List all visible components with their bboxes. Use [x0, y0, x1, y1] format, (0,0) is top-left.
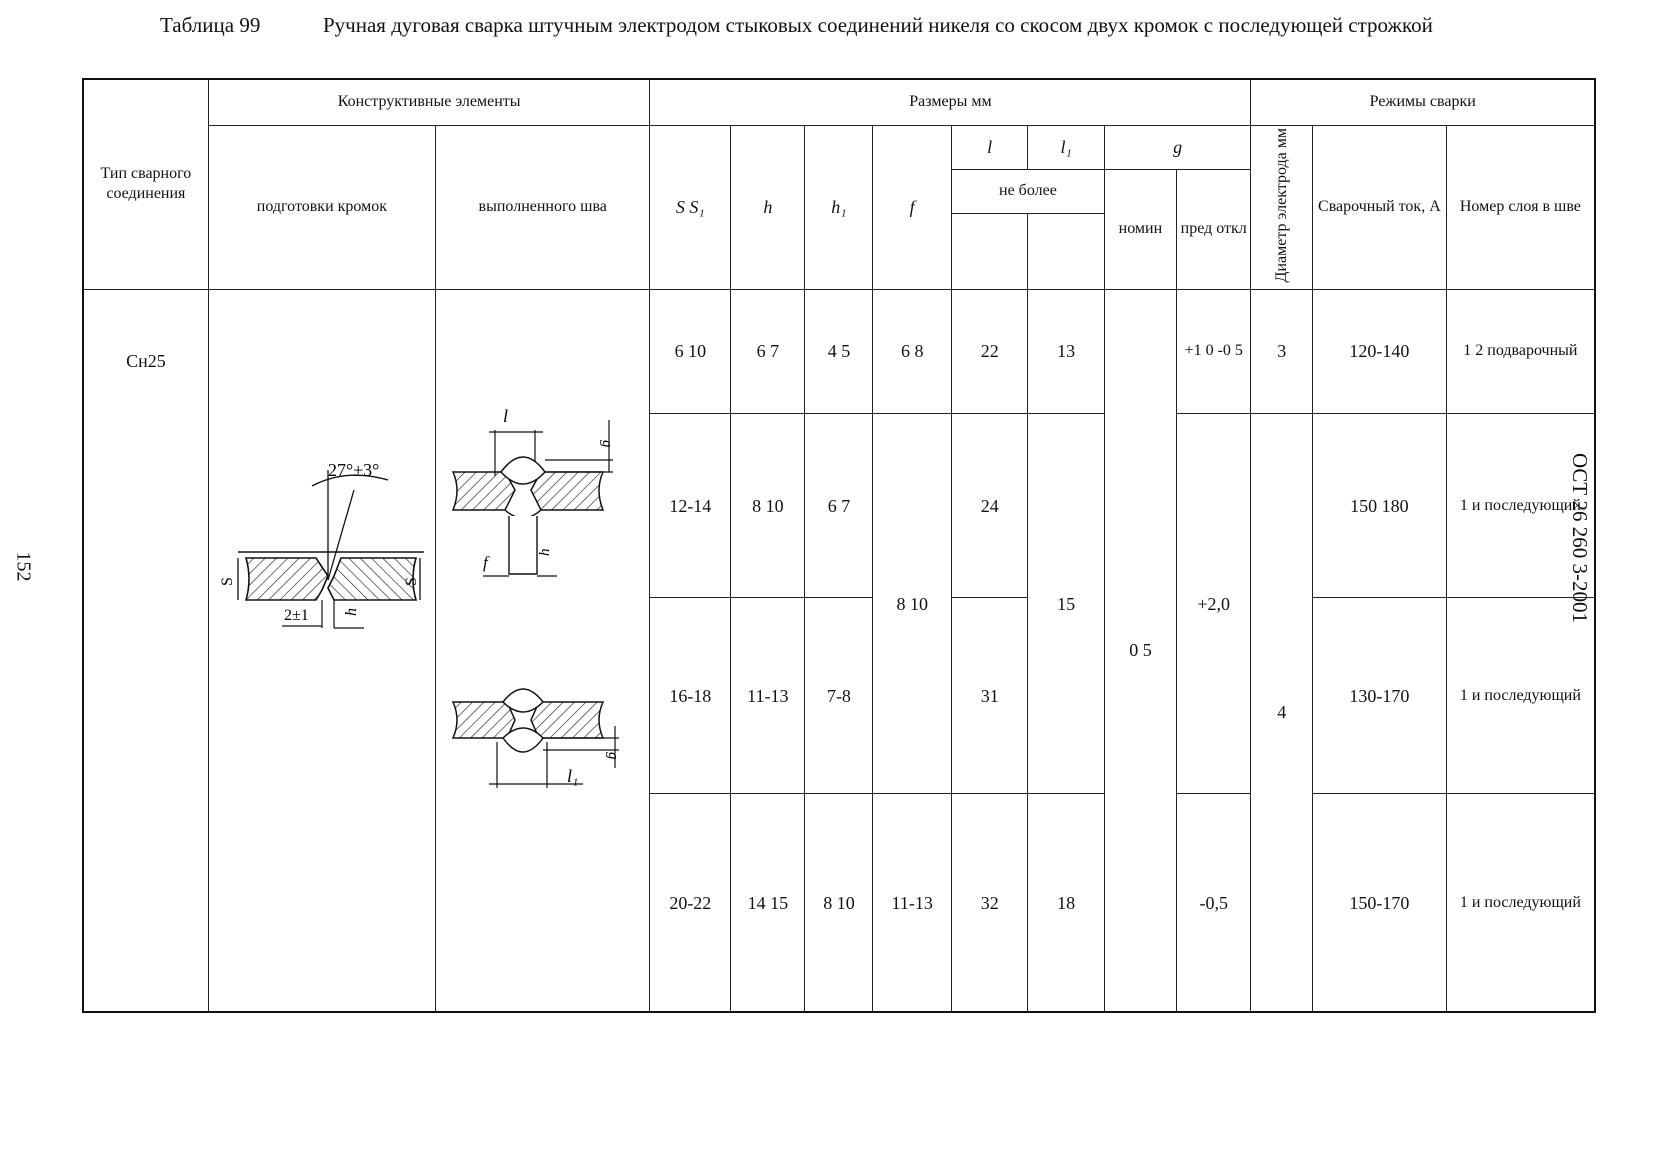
edge-prep-drawing [216, 290, 428, 1006]
header-l: l [951, 125, 1027, 169]
header-l1: l₁ [1028, 125, 1104, 169]
row4-h: 14 15 [731, 794, 805, 1012]
f-merged: 8 10 [873, 413, 952, 794]
g-nom: 0 5 [1104, 289, 1176, 1012]
header-nom: номин [1104, 169, 1176, 289]
row1-f: 6 8 [873, 289, 952, 413]
row1-layer: 1 2 подварочный [1446, 289, 1595, 413]
header-s: S S₁ [650, 125, 731, 289]
pred-merged: +2,0 [1177, 413, 1251, 794]
row1-h: 6 7 [731, 289, 805, 413]
table-number: Таблица 99 [160, 13, 261, 37]
h-label: h [342, 607, 360, 616]
header-pred: пред откл [1177, 169, 1251, 289]
row4-f: 11-13 [873, 794, 952, 1012]
row-type: Сн25 [83, 289, 208, 1012]
l-label: l [502, 405, 508, 426]
page-number: 152 [12, 551, 35, 582]
header-layer: Номер слоя в шве [1446, 125, 1595, 289]
header-f: f [873, 125, 952, 289]
row3-l: 31 [951, 598, 1027, 794]
row2-layer: 1 и последующий [1446, 413, 1595, 598]
row3-s: 16-18 [650, 598, 731, 794]
document-code: ОСТ 26 260 3-2001 [1568, 452, 1592, 623]
l1-label: l₁ [566, 765, 578, 786]
row1-l1: 13 [1028, 289, 1104, 413]
row2-h1: 6 7 [805, 413, 873, 598]
header-g: g [1104, 125, 1251, 169]
row4-current: 150-170 [1313, 794, 1447, 1012]
row4-l1: 18 [1028, 794, 1104, 1012]
header-h: h [731, 125, 805, 289]
header-diameter [1251, 125, 1313, 289]
header-done: выполненного шва [435, 125, 649, 289]
header-l1-blank [1028, 213, 1104, 289]
row2-l: 24 [951, 413, 1027, 598]
l1-merged: 15 [1028, 413, 1104, 794]
f-label: f [482, 552, 488, 572]
h-label-weld: h [536, 548, 553, 556]
weld-drawing [443, 290, 643, 1006]
prep-drawing-cell [208, 289, 435, 1012]
row4-pred: -0,5 [1177, 794, 1251, 1012]
row4-layer: 1 и последующий [1446, 794, 1595, 1012]
row3-h1: 7-8 [805, 598, 873, 794]
header-type: Тип сварного соединения [83, 79, 208, 289]
header-not-more: не более [951, 169, 1104, 213]
row1-l: 22 [951, 289, 1027, 413]
s-label-right: S [402, 577, 420, 586]
gap-label: 2±1 [283, 606, 309, 624]
row4-l: 32 [951, 794, 1027, 1012]
g-label-top: g [598, 439, 615, 448]
row1-pred: +1 0 -0 5 [1177, 289, 1251, 413]
header-h1: h₁ [805, 125, 873, 289]
s-label-left: S [218, 577, 236, 586]
header-l-blank [951, 213, 1027, 289]
row3-layer: 1 и последующий [1446, 598, 1595, 794]
g-label-bottom: g [604, 751, 621, 760]
header-sizes: Размеры мм [650, 79, 1251, 125]
row1-h1: 4 5 [805, 289, 873, 413]
angle-label: 27°±3° [327, 459, 380, 480]
weld-drawing-cell [435, 289, 649, 1012]
row4-h1: 8 10 [805, 794, 873, 1012]
welding-table [82, 78, 1596, 1013]
diam-merged: 4 [1251, 413, 1313, 1012]
header-mode: Режимы сварки [1251, 79, 1595, 125]
row2-current: 150 180 [1313, 413, 1447, 598]
table-title: Ручная дуговая сварка штучным электродом стыковых соединений никеля со скосом двух кромок с последующей строжкой [323, 13, 1433, 37]
row2-h: 8 10 [731, 413, 805, 598]
row3-current: 130-170 [1313, 598, 1447, 794]
header-current: Сварочный ток, А [1313, 125, 1447, 289]
row3-h: 11-13 [731, 598, 805, 794]
row1-diam: 3 [1251, 289, 1313, 413]
row1-s: 6 10 [650, 289, 731, 413]
row2-s: 12-14 [650, 413, 731, 598]
row4-s: 20-22 [650, 794, 731, 1012]
header-diameter-label: Диаметр электрода мм [1272, 127, 1290, 282]
row1-current: 120-140 [1313, 289, 1447, 413]
header-constructive: Конструктивные элементы [208, 79, 650, 125]
header-prep: подготовки кромок [208, 125, 435, 289]
left-plate [246, 558, 328, 600]
